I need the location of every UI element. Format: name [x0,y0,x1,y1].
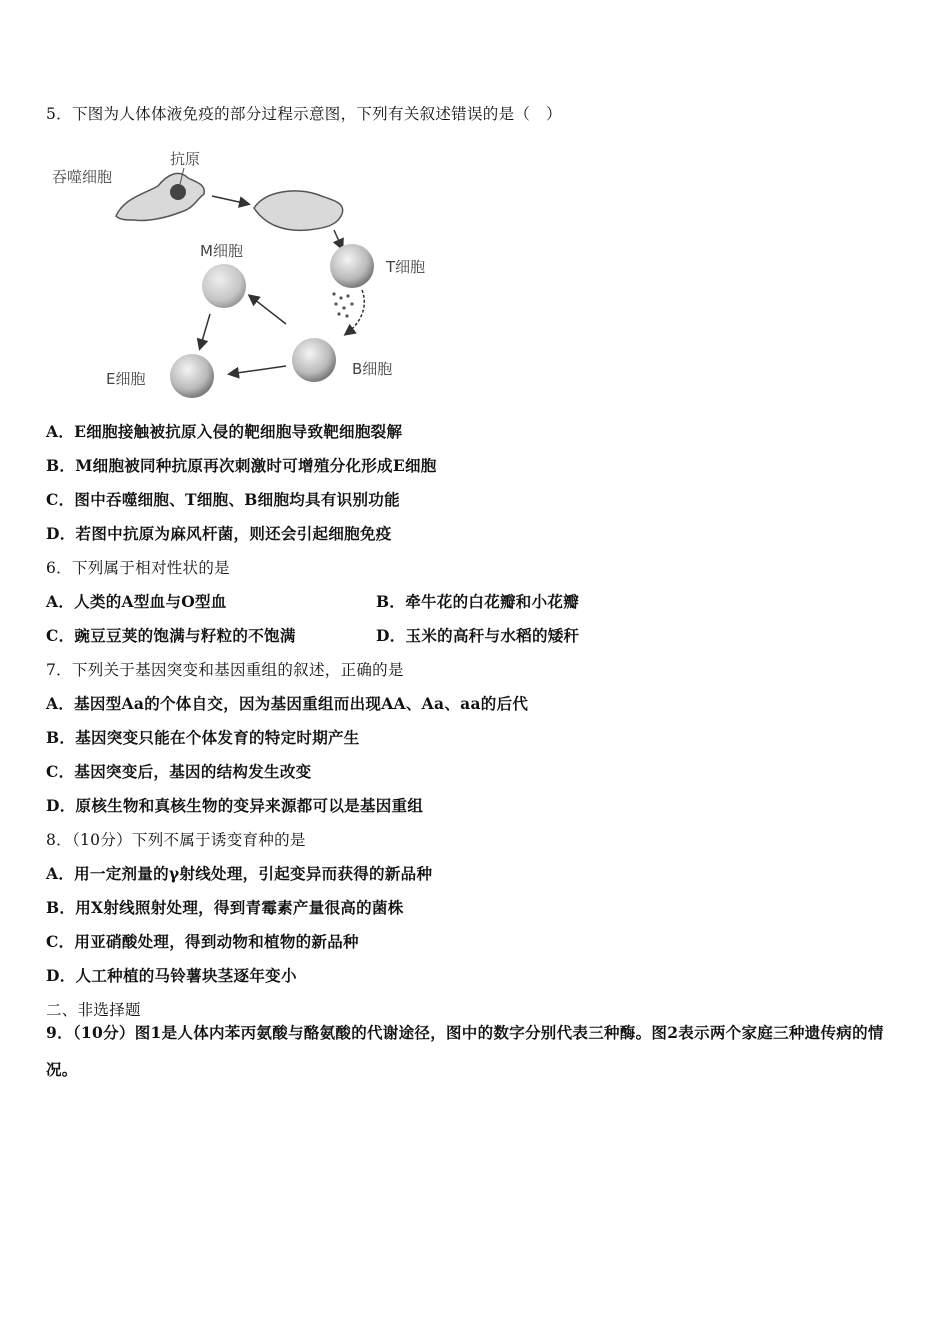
q7-option-c: C．基因突变后，基因的结构发生改变 [46,762,312,781]
antigen-mark [170,184,186,200]
e-cell [170,354,214,398]
label-t-cell: T细胞 [386,258,426,276]
label-b-cell: B细胞 [352,360,393,378]
q6-option-a: A．人类的A型血与O型血 [46,592,227,611]
immune-process-figure [46,138,446,408]
q7-option-d: D．原核生物和真核生物的变异来源都可以是基因重组 [46,796,424,815]
q9-stem: 9．（10分）图1是人体内苯丙氨酸与酪氨酸的代谢途径，图中的数字分别代表三种酶。图2表示两个家庭三种遗传病的情况。 [46,1023,884,1079]
label-antigen: 抗原 [170,150,201,168]
t-cell [330,244,374,288]
q8-option-b: B．用X射线照射处理，得到青霉素产量很高的菌株 [46,898,404,917]
q6-option-b: B．牵牛花的白花瓣和小花瓣 [376,592,580,611]
q8-option-d: D．人工种植的马铃薯块茎逐年变小 [46,966,297,985]
label-phagocyte: 吞噬细胞 [52,168,113,186]
label-e-cell: E细胞 [106,370,146,388]
q7-option-b: B．基因突变只能在个体发育的特定时期产生 [46,728,360,747]
q5-option-d: D．若图中抗原为麻风杆菌，则还会引起细胞免疫 [46,524,392,543]
q7-stem: 7．下列关于基因突变和基因重组的叙述，正确的是 [46,661,404,679]
q6-stem: 6．下列属于相对性状的是 [46,559,230,577]
q5-option-b: B．M细胞被同种抗原再次刺激时可增殖分化形成E细胞 [46,456,437,475]
q7-option-a: A．基因型Aa的个体自交，因为基因重组而出现AA、Aa、aa的后代 [46,694,529,713]
presenting-cell [254,191,343,230]
q8-stem: 8．（10分）下列不属于诱变育种的是 [46,831,306,849]
label-m-cell: M细胞 [200,242,243,260]
q5-option-a: A．E细胞接触被抗原入侵的靶细胞导致靶细胞裂解 [46,422,403,441]
lymphokine-dots [332,292,353,317]
q5-stem: 5．下图为人体体液免疫的部分过程示意图，下列有关叙述错误的是（ ） [46,105,562,123]
q5-option-c: C．图中吞噬细胞、T细胞、B细胞均具有识别功能 [46,490,400,509]
section-title: 二、非选择题 [46,1001,141,1019]
phagocyte-cell [116,173,204,220]
q8-option-a: A．用一定剂量的γ射线处理，引起变异而获得的新品种 [46,864,433,883]
m-cell [202,264,246,308]
q6-option-d: D．玉米的高秆与水稻的矮秆 [376,626,580,645]
q6-option-c: C．豌豆豆荚的饱满与籽粒的不饱满 [46,626,296,645]
b-cell [292,338,336,382]
q8-option-c: C．用亚硝酸处理，得到动物和植物的新品种 [46,932,359,951]
